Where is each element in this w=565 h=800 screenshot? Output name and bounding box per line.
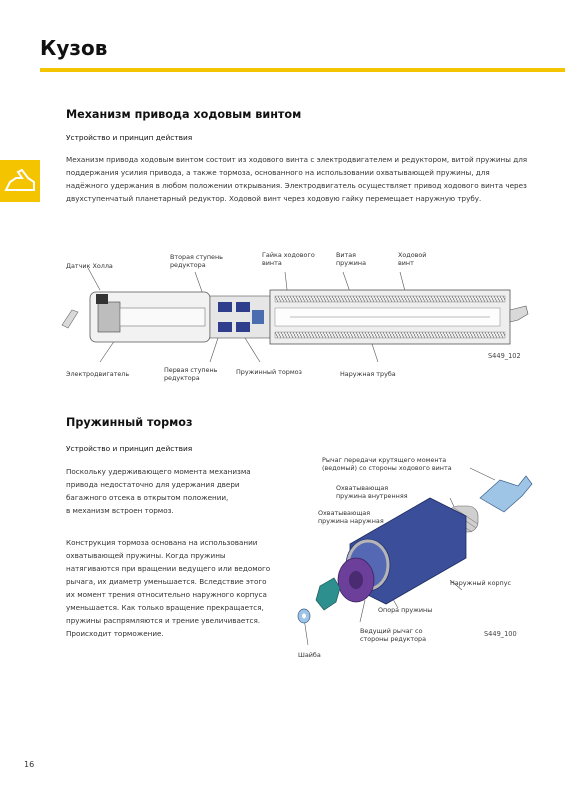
label-coil-spring: Витая пружина <box>336 251 367 267</box>
section-subtitle: Устройство и принцип действия <box>66 133 193 142</box>
label-spring-brake: Пружинный тормоз <box>236 368 302 376</box>
section-title-spring-brake: Пружинный тормоз <box>66 416 193 429</box>
section-paragraph: Поскольку удерживающего момента механизма привода недостаточно для удержания двери багажного отсека в открытом положении, в механизм встроен тормоз. <box>66 467 251 515</box>
label-spindle-nut: Гайка ходового винта <box>262 251 315 267</box>
section-subtitle: Устройство и принцип действия <box>66 444 193 453</box>
label-spring-support: Опора пружины <box>378 606 433 614</box>
label-outer-housing: Наружный корпус <box>450 579 512 587</box>
label-motor: Электродвигатель <box>66 370 130 378</box>
chapter-title: Кузов <box>40 36 108 60</box>
label-drive-lever: Ведущий рычаг со стороны редуктора <box>360 627 427 643</box>
section-paragraph: Конструкция тормоза основана на использовании охватывающей пружины. Когда пружины натягиваются при вращении ведущего или ведомого рычага, их диаметр уменьшается. Вследствие этого их момент трения относительно наружного корпуса уменьшается. Как только вращение прекращается, пружины распрямляются и трение увеличивается. Происходит торможение. <box>66 538 271 638</box>
label-washer: Шайба <box>298 651 321 659</box>
label-second-stage: Вторая ступень редуктора <box>170 253 223 269</box>
figure-code: S449_102 <box>488 352 521 360</box>
page-number: 16 <box>24 760 35 769</box>
label-inner-spring: Охватывающая пружина внутренняя <box>336 484 408 500</box>
label-first-stage: Первая ступень редуктора <box>164 366 218 382</box>
label-driven-lever: Рычаг передачи крутящего момента (ведомый) со стороны ходового винта <box>322 456 452 472</box>
label-outer-spring: Охватывающая пружина наружная <box>318 509 384 525</box>
header-rule <box>40 68 565 72</box>
section-title-spindle-drive: Механизм привода ходовым винтом <box>66 108 302 121</box>
chapter-tab <box>0 160 40 202</box>
label-outer-tube: Наружная труба <box>340 370 396 378</box>
section-paragraph: Механизм привода ходовым винтом состоит из ходового винта с электродвигателем и редуктором, витой пружины для поддержания усилия привода, а также тормоза, основанного на использовании охватывающей пружины, для надёжного удержания в любом положении открывания. Электродвигатель осуществляет привод ходового винта через двухступенчатый планетарный редуктор. Ходовой винт через ходовую гайку перемещает наружную трубу. <box>66 155 528 203</box>
figure-code: S449_100 <box>484 630 517 638</box>
label-hall-sensor: Датчик Холла <box>66 262 113 270</box>
car-trunk-icon <box>0 160 40 202</box>
label-spindle: Ходовой винт <box>398 251 427 267</box>
